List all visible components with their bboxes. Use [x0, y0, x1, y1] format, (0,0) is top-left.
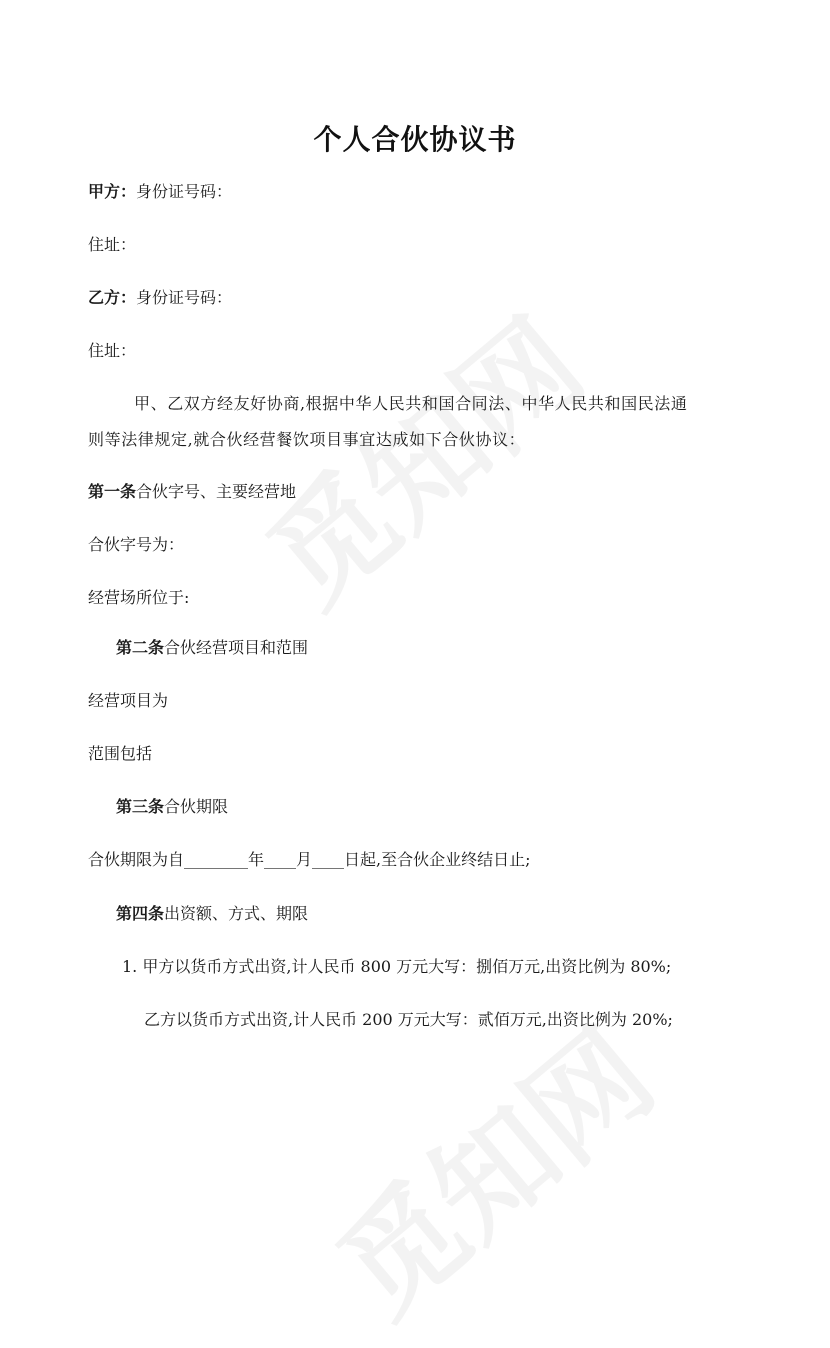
party-b-address: 住址： — [88, 341, 137, 360]
article-2-project: 经营项目为 — [88, 691, 169, 710]
article-4-item-2: 乙方以货币方式出资,计人民币 200 万元大写：贰佰万元,出资比例为 20%; — [144, 1010, 673, 1029]
article-3-term: 合伙期限为自________年____月____日起,至合伙企业终结日止; — [88, 850, 531, 869]
party-a-id: 身份证号码： — [136, 182, 233, 201]
watermark-bottom — [297, 984, 683, 1347]
article-3-title: 合伙期限 — [164, 797, 229, 816]
party-a-label: 甲方： — [88, 182, 137, 201]
article-2-title: 合伙经营项目和范围 — [164, 638, 309, 657]
article-1-number: 第一条 — [88, 482, 137, 501]
intro-paragraph-line-1: 甲、乙双方经友好协商,根据中华人民共和国合同法、中华人民共和国民法通 — [134, 394, 688, 413]
article-4-title: 出资额、方式、期限 — [164, 904, 309, 923]
article-4-item-1: 1. 甲方以货币方式出资,计人民币 800 万元大写：捌佰万元,出资比例为 80%; — [122, 957, 672, 976]
party-a-address: 住址： — [88, 235, 137, 254]
article-3-heading — [116, 797, 228, 817]
article-2-heading — [116, 638, 308, 658]
party-b-line — [88, 288, 232, 308]
article-1-place: 经营场所位于: — [88, 588, 190, 607]
article-1-name: 合伙字号为： — [88, 535, 185, 554]
document-title: 个人合伙协议书 — [313, 123, 517, 156]
article-2-scope: 范围包括 — [88, 744, 153, 763]
article-4-heading — [116, 904, 308, 924]
party-b-label: 乙方： — [88, 288, 137, 307]
watermark-top — [227, 274, 613, 637]
party-a-line — [88, 182, 232, 202]
article-1-heading — [88, 482, 296, 502]
article-3-number: 第三条 — [116, 797, 165, 816]
article-4-number: 第四条 — [116, 904, 165, 923]
article-1-title: 合伙字号、主要经营地 — [136, 482, 297, 501]
article-2-number: 第二条 — [116, 638, 165, 657]
party-b-id: 身份证号码： — [136, 288, 233, 307]
intro-paragraph-line-2: 则等法律规定,就合伙经营餐饮项目事宜达成如下合伙协议： — [88, 430, 526, 449]
